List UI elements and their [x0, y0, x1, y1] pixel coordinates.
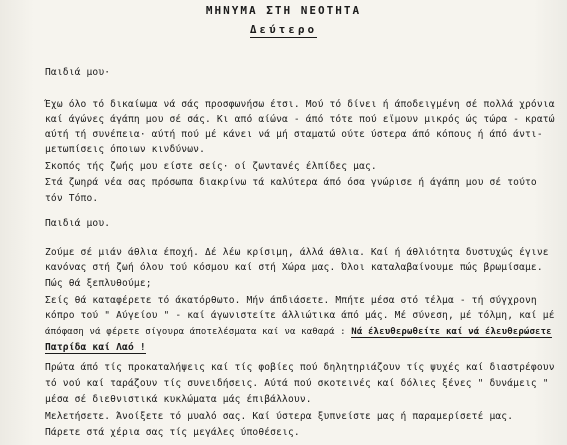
paragraph-line: Πρώτα άπό τίς προκαταλήψεις καί τίς φοβίες πού δηλητηριάζουν τίς ψυχές καί διαστρέφουν: [45, 362, 555, 373]
paragraph-line: Έχω όλο τό δικαίωμα νά σάς προσφωνήσω έτσι. Μού τό δίνει ή άποδειγμένη σέ πολλά χρόνια: [45, 99, 555, 110]
salutation-1: Παιδιά μου·: [45, 67, 111, 78]
paragraph-line: μετωπίσεις όποιων κινδύνων.: [45, 144, 205, 155]
paragraph-line: Πάρετε στά χέρια σας τίς μεγάλες ύποθέσεις.: [45, 427, 300, 438]
document-subtitle-wrap: [0, 23, 567, 36]
paragraph-line: [45, 342, 146, 354]
underlined-slogan-end: Πατρίδα καί Λαό !: [45, 342, 146, 353]
salutation-2: Παιδιά μου.: [45, 218, 111, 229]
paragraph-line: Μελετήσετε. Άνοίξετε τό μυαλό σας. Καί ύστερα ξυπνείστε μας ή παραμερίσετέ μας.: [45, 411, 514, 422]
paragraph-line: τόν Τόπο.: [45, 193, 99, 204]
paragraph-text: άπόφαση νά φέρετε σίγουρα άποτελέσματα καί να καθαρά :: [45, 327, 346, 337]
paragraph-line: καί άγώνες άγάπη μου σέ σάς. Κι από αίώνα - άπό τότε πού εϊμουν μικρός ώς τώρα - κρατώ: [45, 114, 555, 125]
paragraph-line: Ζούμε σέ μιάν άθλια έποχή. Δέ λέω κρίσιμη, άλλά άθλια. Καί ή άθλιότητα δυστυχώς έγινε: [45, 247, 549, 258]
paragraph-line: μέσα σέ διεθνιστικά κυκλώματα μάς έπιβάλλουν.: [45, 394, 312, 405]
paragraph-line: κόπρο τού " Αύγείου " - καί άγωνιστείτε άλλιώτικα άπό μάς. Μέ σύνεση, μέ τόλμη, καί μέ: [45, 310, 555, 321]
paragraph-line: Στά ζωηρά νέα σας πρόσωπα διακρίνω τά καλύτερα άπό όσα γνώρισε ή άγάπη μου σέ τούτο: [45, 177, 537, 188]
paragraph-line: Σκοπός τής ζωής μου είστε σείς· οί ζωντανές έλπίδες μας.: [45, 161, 377, 172]
document-title: ΜΗΝΥΜΑ ΣΤΗ ΝΕΟΤΗΤΑ: [205, 4, 362, 17]
paragraph-line: αύτή τή συνέπεια· αύτή πού μέ κάνει νά μή σταματώ ούτε ύστερα άπό κόπους ή άπό άντι-: [45, 129, 543, 140]
document-subtitle: Δεύτερο: [249, 23, 318, 36]
paragraph-line: [45, 326, 552, 338]
paragraph-line: Πώς θά ξεπλυθούμε;: [45, 278, 152, 289]
paragraph-line: τό νού καί ταράζουν τίς συνειδήσεις. Αύτά πού σκοτεινές καί δόλιες ξένες " δυνάμεις ": [45, 378, 549, 389]
paragraph-line: Σείς θά καταφέρετε τό άκατόρθωτο. Μήν άπδιάσετε. Μπήτε μέσα στό τέλμα - τή σύγχρονη: [45, 295, 537, 306]
paragraph-line: κανόνας στή ζωή όλου τού κόσμου καί στή Χώρα μας. Όλοι καταλαβαίνουμε πώς βρωμίσαμε.: [45, 262, 543, 273]
underlined-slogan: Νά έλευθερωθείτε καί νά έλευθερώσετε: [351, 327, 552, 337]
